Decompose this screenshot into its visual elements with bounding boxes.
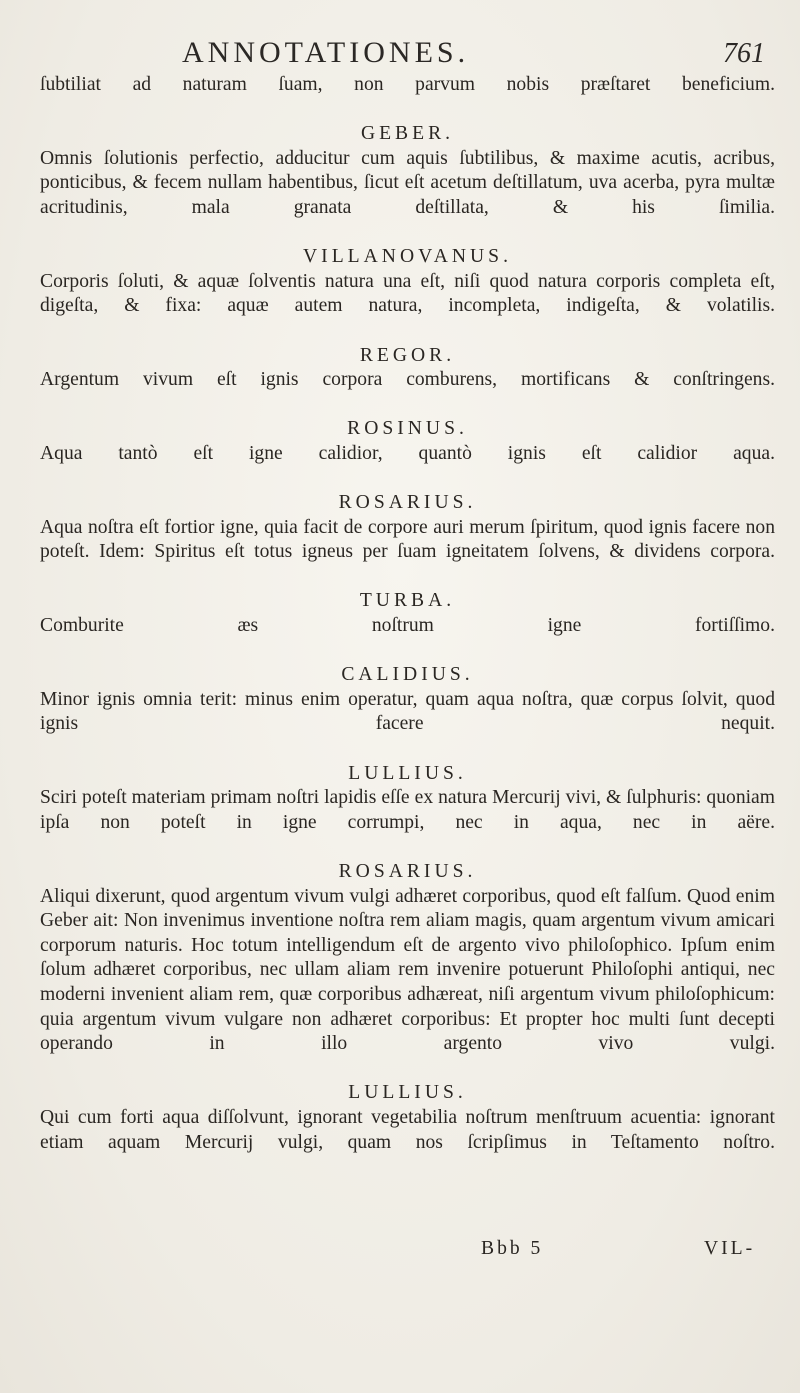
author-heading: CALIDIUS. xyxy=(341,664,474,686)
catchword: VIL- xyxy=(704,1238,756,1259)
paragraph: Sciri poteſt materiam primam noſtri lapidis eſſe ex natura Mercurij vivi, & ſulphuris: quoniam ipſa non poteſt in igne corrumpi, nec in aqua, nec in aëre. xyxy=(40,787,775,833)
paragraph: Aqua tantò eſt igne calidior, quantò ignis eſt calidior aqua. xyxy=(40,442,775,464)
author-heading: TURBA. xyxy=(359,590,456,612)
paragraph: Minor ignis omnia terit: minus enim operatur, quam aqua noſtra, quæ corpus ſolvit, quod ignis facere nequit. xyxy=(40,688,775,735)
author-heading: ROSINUS. xyxy=(347,418,468,440)
paragraph: Qui cum forti aqua diſſolvunt, ignorant vegetabilia noſtrum menſtruum acuentia: ignorant etiam aquam Mercurij vulgi, quam nos ſcripſimus in Teſtamento noſtro. xyxy=(40,1106,775,1153)
author-heading: LULLIUS. xyxy=(348,762,467,784)
author-heading: REGOR. xyxy=(359,344,456,366)
paragraph: Omnis ſolutionis perfectio, adducitur cum aquis ſubtilibus, & maxime acutis, acribus, ponticibus, & fecem nullam habentibus, ſicut eſt acetum deſtillatum, uva acerba, pyra multæ acritudinis, mala granata deſtillata, & his ſimilia. xyxy=(40,147,775,218)
running-head: ANNOTATIONES. xyxy=(182,36,470,69)
paragraph: Aqua noſtra eſt fortior igne, quia facit de corpore auri merum ſpiritum, quod ignis facere non poteſt. Idem: Spiritus eſt totus igneus per ſuam igneitatem ſolvens, & dividens corpora. xyxy=(40,516,775,563)
author-heading: VILLANOVANUS. xyxy=(303,246,512,268)
paragraph: ſubtiliat ad naturam ſuam, non parvum nobis præſtaret beneficium. xyxy=(40,74,775,95)
author-heading: ROSARIUS. xyxy=(338,861,477,882)
paragraph: Comburite æs noſtrum igne fortiſſimo. xyxy=(40,615,775,637)
page-header xyxy=(0,36,800,76)
paragraph: Argentum vivum eſt ignis corpora comburens, mortificans & conſtringens. xyxy=(40,369,775,391)
text-block xyxy=(40,73,775,1180)
author-heading: GEBER. xyxy=(360,123,455,145)
paragraph: Corporis ſoluti, & aquæ ſolventis natura una eſt, niſi quod natura corporis completa eſt, digeſta, & fixa: aquæ autem natura, incompleta, indigeſta, & volatilis. xyxy=(40,270,775,317)
author-heading: ROSARIUS. xyxy=(338,492,477,514)
paragraph: Aliqui dixerunt, quod argentum vivum vulgi adhæret corporibus, quod eſt falſum. Quod enim Geber ait: Non invenimus inventione noſtra rem aliam magis, quam argentum vivum amicari corporum naturis. Hoc totum intelligendum eſt de argento vivo philoſophico. Ipſum enim ſolum adhæret corporibus, nec ullam aliam rem invenire potuerunt Philoſophi antiqui, nec moderni invenient aliam rem, quæ corporibus adhæreat, niſi argentum vivum philoſophicum: quia argentum vivum vulgare non adhæret corporibus: Et propter hoc multi ſunt decepti operando in illo argento vivo vulgi. xyxy=(40,885,775,1055)
page-number: 761 xyxy=(723,38,765,69)
page-footer xyxy=(0,1238,800,1264)
author-heading: LULLIUS. xyxy=(348,1082,467,1104)
signature-mark: Bbb 5 xyxy=(481,1238,544,1259)
